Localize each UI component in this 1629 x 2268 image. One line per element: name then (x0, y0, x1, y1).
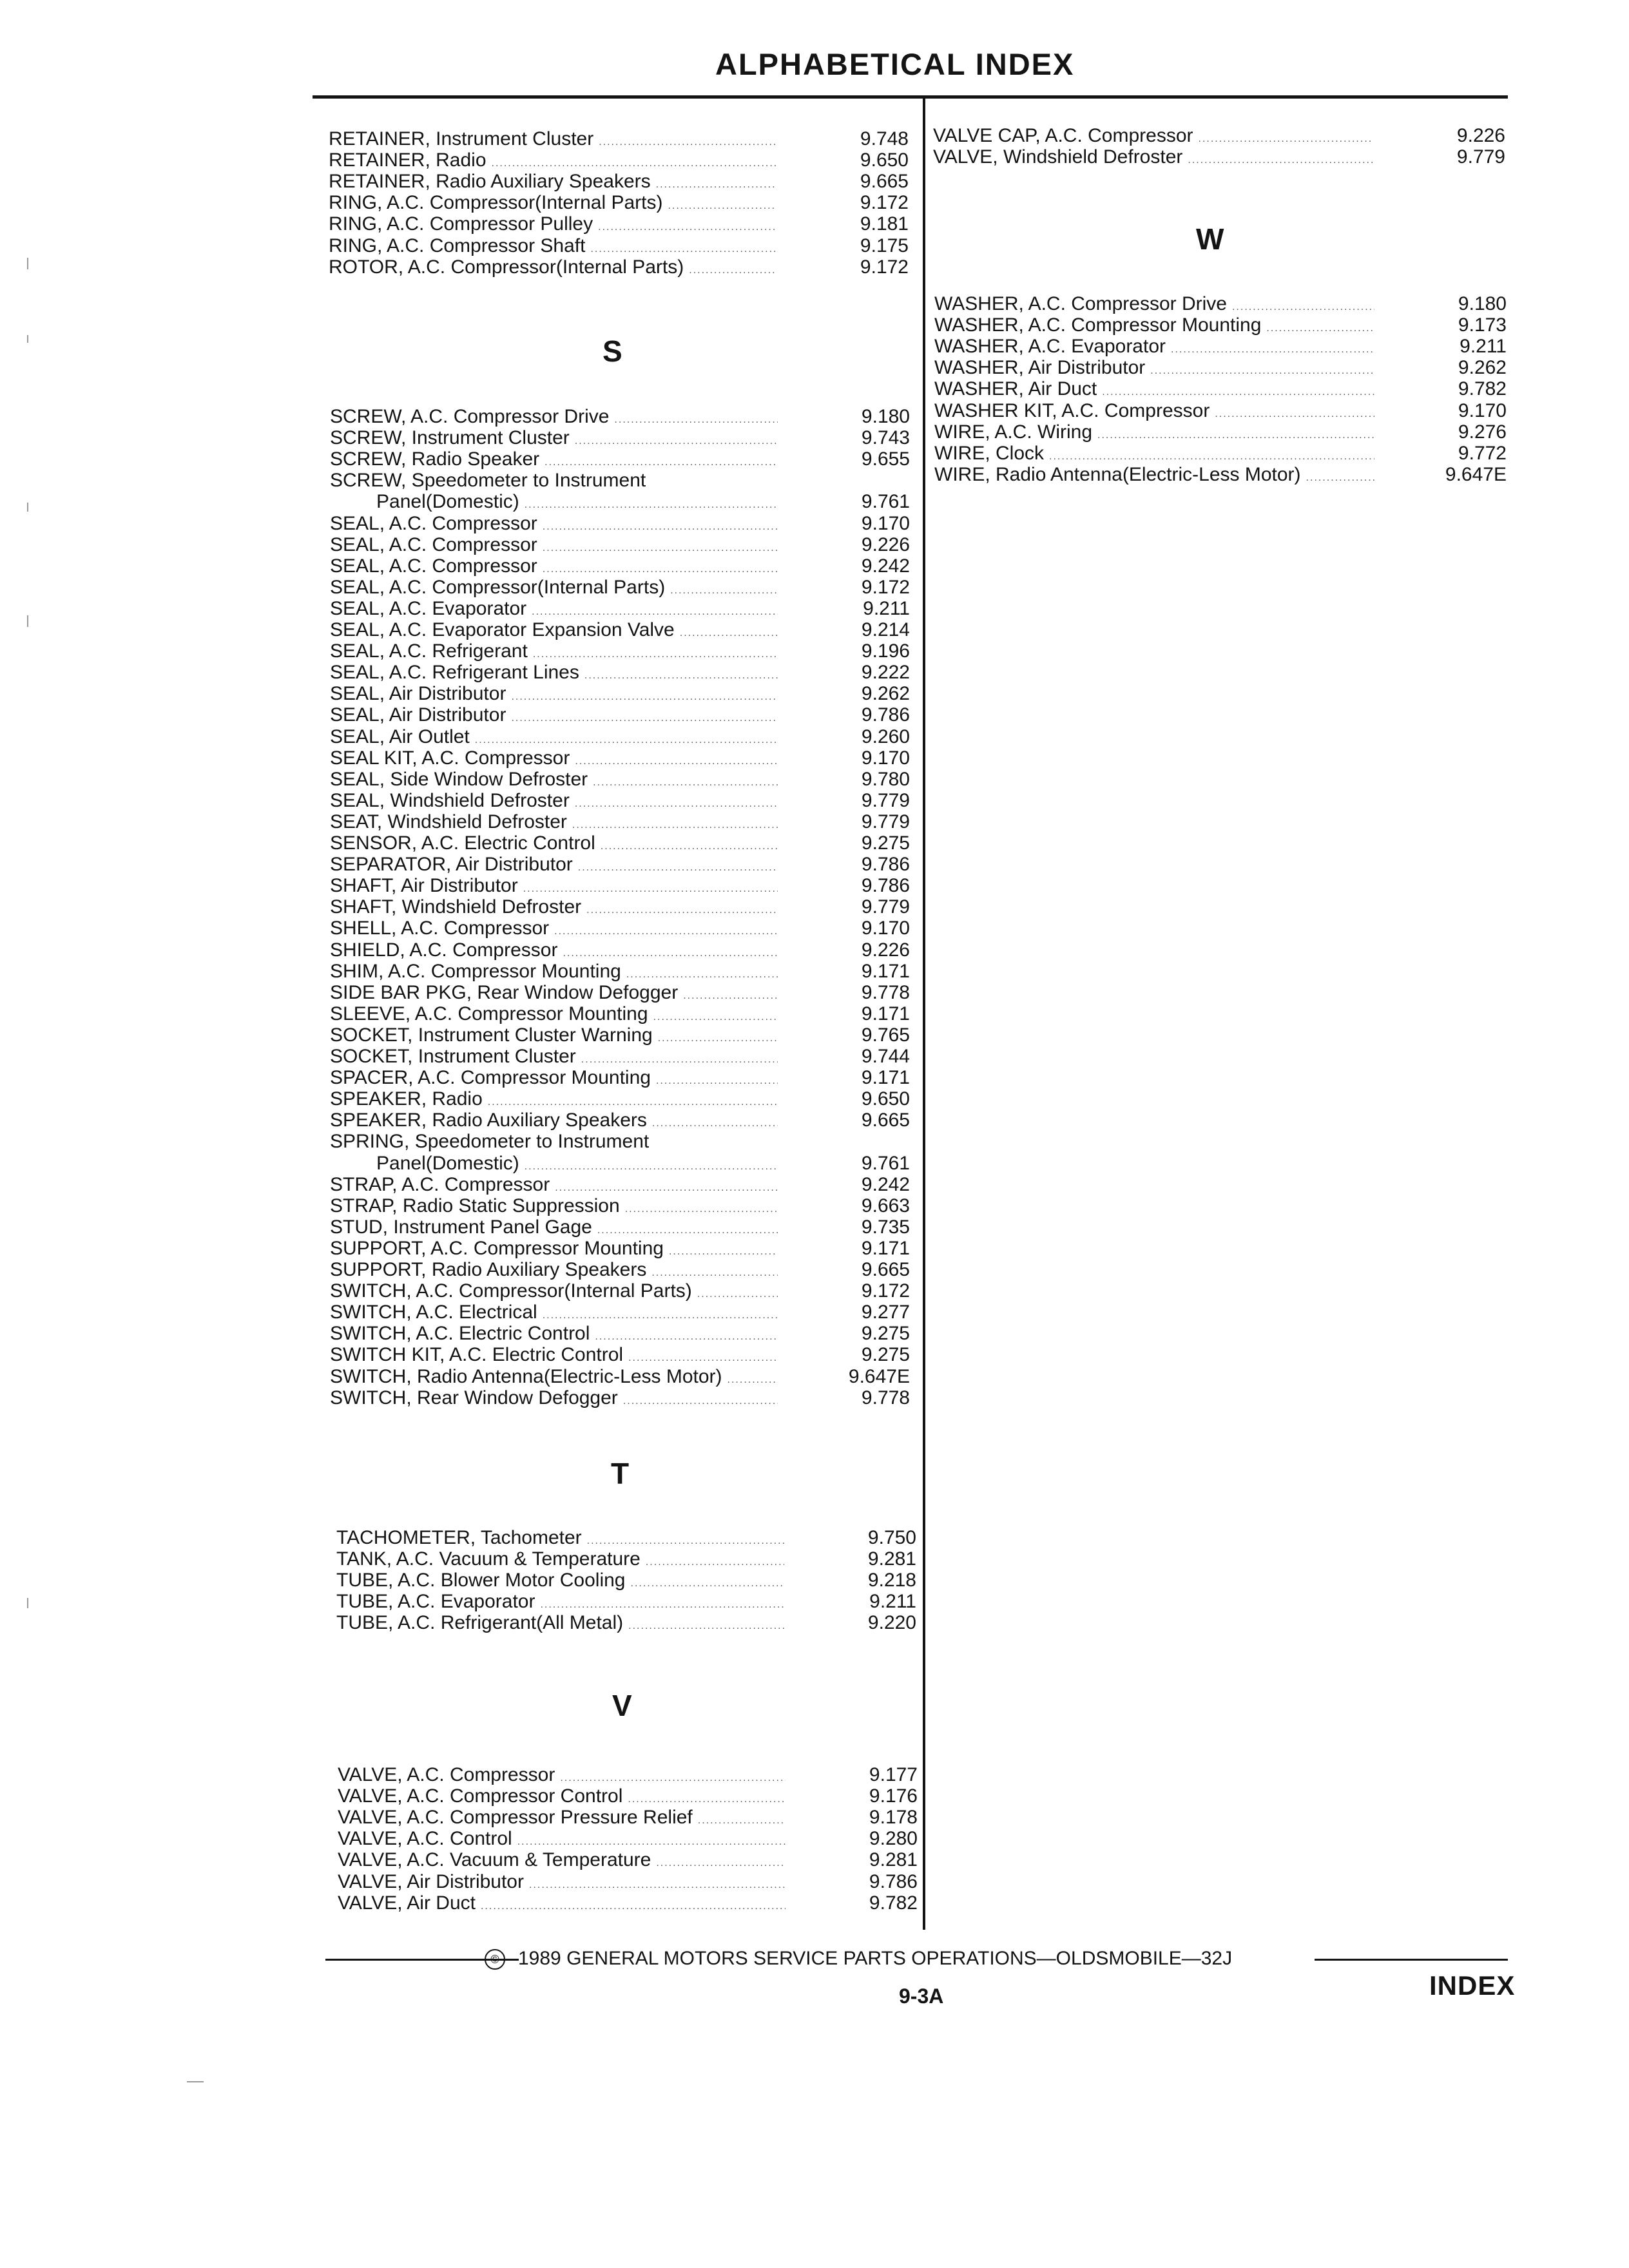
footer-rule-right (1315, 1959, 1508, 1961)
entry-page-number: 9.211 (869, 1591, 916, 1613)
entry-page-number: 9.786 (861, 854, 910, 876)
scan-mark (27, 615, 28, 627)
section-letter-w: W (1196, 222, 1224, 256)
entry-page-number: 9.663 (861, 1195, 910, 1216)
entry-page-number: 9.650 (861, 1088, 910, 1110)
entry-page-number: 9.226 (861, 533, 910, 555)
footer-credit (485, 1948, 1232, 1970)
entry-label: WASHER, A.C. Compressor Mounting (934, 314, 1262, 336)
entry-page-number: 9.655 (861, 448, 910, 470)
entry-page-number: 9.779 (861, 896, 910, 918)
title-rule (313, 95, 1508, 99)
entry-page-number: 9.242 (861, 1173, 910, 1195)
entry-page-number: 9.665 (861, 1110, 910, 1131)
entry-label: SHIM, A.C. Compressor Mounting (330, 960, 621, 982)
index-entry (330, 470, 784, 492)
entry-label: WIRE, Clock (934, 442, 1045, 464)
entry-page-number: 9.780 (861, 768, 910, 790)
column-divider (923, 99, 925, 1930)
entry-label: Panel(Domestic) (376, 491, 519, 513)
copyright-symbol: © (485, 1949, 505, 1970)
entry-page-number: 9.260 (861, 726, 910, 747)
entry-page-number: 9.275 (861, 1344, 910, 1366)
entry-label: SEAL, Air Outlet (330, 726, 470, 747)
entry-page-number: 9.180 (861, 406, 910, 427)
footer-credit-text: 1989 GENERAL MOTORS SERVICE PARTS OPERATIONS—OLDSMOBILE—32J (518, 1948, 1233, 1969)
entry-page-number: 9.171 (861, 1237, 910, 1259)
section-letter-t: T (611, 1457, 630, 1490)
entry-label: SWITCH, A.C. Electric Control (330, 1323, 590, 1345)
entry-page-number: 9.275 (861, 832, 910, 854)
entry-label: TACHOMETER, Tachometer (336, 1527, 582, 1548)
entry-label: SEAL, A.C. Compressor (330, 533, 537, 555)
dot-leader (623, 1390, 778, 1412)
entry-label: STUD, Instrument Panel Gage (330, 1216, 592, 1238)
index-entry (329, 256, 909, 282)
entry-page-number: 9.281 (869, 1849, 918, 1871)
dot-leader (481, 1896, 786, 1917)
entry-page-number: 9.761 (861, 491, 910, 513)
entry-page-number: 9.176 (869, 1785, 918, 1807)
entry-page-number: 9.778 (861, 1387, 910, 1408)
entry-label: VALVE, Air Distributor (338, 1870, 524, 1892)
entry-page-number: 9.175 (860, 235, 909, 256)
entry-page-number: 9.171 (861, 1003, 910, 1024)
scan-mark (27, 258, 28, 269)
entry-page-number: 9.761 (861, 1152, 910, 1174)
entry-label: WASHER, A.C. Compressor Drive (934, 293, 1227, 314)
entry-label: TANK, A.C. Vacuum & Temperature (336, 1548, 641, 1570)
section-letter-s: S (602, 334, 622, 368)
entry-page-number: 9.196 (861, 640, 910, 662)
entry-page-number: 9.180 (1458, 293, 1507, 314)
entry-page-number: 9.650 (860, 149, 909, 171)
scan-mark (27, 1598, 28, 1608)
entry-page-number: 9.177 (869, 1764, 918, 1785)
entry-label: SPACER, A.C. Compressor Mounting (330, 1067, 651, 1089)
entry-page-number: 9.226 (1456, 125, 1505, 146)
entry-label: SEAL, A.C. Compressor(Internal Parts) (330, 576, 666, 598)
entry-page-number: 9.782 (1458, 378, 1507, 400)
entry-label: STRAP, A.C. Compressor (330, 1173, 550, 1195)
dot-leader (1188, 149, 1373, 171)
entry-label: SWITCH, A.C. Compressor(Internal Parts) (330, 1280, 692, 1302)
entry-page-number: 9.242 (861, 555, 910, 577)
scan-mark (27, 503, 28, 512)
entry-page-number: 9.170 (861, 918, 910, 939)
entry-label: SENSOR, A.C. Electric Control (330, 832, 595, 854)
entry-page-number: 9.226 (861, 939, 910, 961)
entry-label: SLEEVE, A.C. Compressor Mounting (330, 1003, 648, 1024)
scan-mark (187, 2081, 204, 2082)
entry-label: SHAFT, Air Distributor (330, 875, 518, 897)
index-entry (338, 1892, 918, 1917)
entry-label: ROTOR, A.C. Compressor(Internal Parts) (329, 256, 684, 278)
entry-label: VALVE CAP, A.C. Compressor (933, 125, 1193, 146)
scan-mark (27, 335, 28, 343)
entry-label: SPEAKER, Radio Auxiliary Speakers (330, 1110, 647, 1131)
entry-page-number: 9.170 (861, 512, 910, 534)
entry-page-number: 9.281 (867, 1548, 916, 1570)
entry-page-number: 9.220 (867, 1612, 916, 1634)
entry-label: SHIELD, A.C. Compressor (330, 939, 558, 961)
entry-label: VALVE, Air Duct (338, 1892, 476, 1914)
entry-label: SCREW, Instrument Cluster (330, 427, 570, 449)
dot-leader (1306, 467, 1374, 489)
entry-label: TUBE, A.C. Evaporator (336, 1591, 535, 1613)
entry-label: SUPPORT, A.C. Compressor Mounting (330, 1237, 664, 1259)
entry-page-number: 9.779 (1456, 146, 1505, 168)
entry-page-number: 9.786 (869, 1870, 918, 1892)
entry-page-number: 9.222 (861, 662, 910, 684)
entry-label: SEAL, A.C. Refrigerant (330, 640, 528, 662)
entry-label: VALVE, A.C. Control (338, 1828, 512, 1850)
index-entry (934, 463, 1507, 489)
entry-page-number: 9.778 (861, 981, 910, 1003)
entry-label: SCREW, Speedometer to Instrument (330, 470, 646, 492)
entry-page-number: 9.262 (1458, 357, 1507, 379)
entry-page-number: 9.211 (863, 597, 910, 619)
entry-label: SHAFT, Windshield Defroster (330, 896, 582, 918)
entry-page-number: 9.171 (861, 960, 910, 982)
index-entry (330, 1387, 910, 1412)
entry-page-number: 9.171 (861, 1067, 910, 1089)
entry-page-number: 9.750 (867, 1527, 916, 1548)
entry-page-number: 9.782 (869, 1892, 918, 1914)
entry-page-number: 9.647E (1445, 463, 1507, 485)
entry-label: RING, A.C. Compressor Shaft (329, 235, 586, 256)
entry-page-number: 9.218 (867, 1570, 916, 1591)
entry-page-number: 9.276 (1458, 421, 1507, 443)
entry-label: VALVE, A.C. Compressor Control (338, 1785, 623, 1807)
entry-label: SPRING, Speedometer to Instrument (330, 1131, 650, 1153)
entry-label: SOCKET, Instrument Cluster Warning (330, 1024, 653, 1046)
entry-page-number: 9.743 (861, 427, 910, 449)
entry-label: SEAL, A.C. Compressor (330, 512, 537, 534)
index-entry (330, 1131, 784, 1153)
entry-label: RETAINER, Instrument Cluster (329, 128, 594, 149)
entry-label: SPEAKER, Radio (330, 1088, 483, 1110)
entry-page-number: 9.772 (1458, 442, 1507, 464)
entry-page-number: 9.181 (860, 213, 909, 235)
entry-label: WASHER, A.C. Evaporator (934, 336, 1166, 358)
entry-label: SEAL, Side Window Defroster (330, 768, 588, 790)
entry-page-number: 9.170 (861, 747, 910, 769)
entry-label: TUBE, A.C. Blower Motor Cooling (336, 1570, 626, 1591)
section-label: INDEX (1429, 1970, 1516, 2001)
index-entry (933, 146, 1505, 171)
entry-page-number: 9.765 (861, 1024, 910, 1046)
entry-label: SEPARATOR, Air Distributor (330, 854, 573, 876)
entry-page-number: 9.178 (869, 1807, 918, 1829)
entry-label: SEAL, Windshield Defroster (330, 789, 570, 811)
entry-page-number: 9.647E (848, 1365, 910, 1387)
entry-label: SEAL, A.C. Compressor (330, 555, 537, 577)
entry-label: SOCKET, Instrument Cluster (330, 1046, 576, 1067)
dot-leader (689, 260, 776, 282)
dot-leader (628, 1615, 784, 1637)
entry-label: RING, A.C. Compressor(Internal Parts) (329, 192, 663, 214)
entry-page-number: 9.173 (1458, 314, 1507, 336)
entry-label: SEAL, Air Distributor (330, 683, 506, 705)
entry-label: Panel(Domestic) (376, 1152, 519, 1174)
entry-page-number: 9.277 (861, 1302, 910, 1323)
entry-label: SEAL, Air Distributor (330, 704, 506, 726)
entry-label: SEAL, A.C. Evaporator (330, 597, 527, 619)
index-entry (336, 1612, 916, 1637)
entry-label: SIDE BAR PKG, Rear Window Defogger (330, 981, 679, 1003)
entry-label: SHELL, A.C. Compressor (330, 918, 550, 939)
entry-page-number: 9.275 (861, 1323, 910, 1345)
entry-label: RING, A.C. Compressor Pulley (329, 213, 593, 235)
section-letter-v: V (612, 1689, 632, 1722)
entry-page-number: 9.262 (861, 683, 910, 705)
entry-label: RETAINER, Radio Auxiliary Speakers (329, 171, 651, 193)
entry-label: SUPPORT, Radio Auxiliary Speakers (330, 1259, 647, 1280)
entry-page-number: 9.779 (861, 789, 910, 811)
entry-label: SWITCH, Rear Window Defogger (330, 1387, 618, 1408)
entry-label: VALVE, Windshield Defroster (933, 146, 1183, 168)
entry-label: RETAINER, Radio (329, 149, 487, 171)
entry-label: SWITCH, A.C. Electrical (330, 1302, 537, 1323)
page-title: ALPHABETICAL INDEX (715, 47, 1075, 81)
entry-page-number: 9.665 (861, 1259, 910, 1280)
entry-page-number: 9.172 (860, 192, 909, 214)
entry-label: SWITCH KIT, A.C. Electric Control (330, 1344, 624, 1366)
entry-page-number: 9.172 (861, 1280, 910, 1302)
entry-label: WASHER KIT, A.C. Compressor (934, 399, 1210, 421)
entry-label: TUBE, A.C. Refrigerant(All Metal) (336, 1612, 624, 1634)
entry-label: SCREW, Radio Speaker (330, 448, 540, 470)
entry-label: SCREW, A.C. Compressor Drive (330, 406, 610, 427)
entry-label: WASHER, Air Duct (934, 378, 1097, 400)
entry-label: VALVE, A.C. Compressor (338, 1764, 555, 1785)
entry-label: VALVE, A.C. Vacuum & Temperature (338, 1849, 651, 1871)
entry-label: WIRE, Radio Antenna(Electric-Less Motor) (934, 463, 1301, 485)
entry-page-number: 9.748 (860, 128, 909, 149)
entry-page-number: 9.786 (861, 875, 910, 897)
entry-page-number: 9.170 (1458, 399, 1507, 421)
entry-page-number: 9.665 (860, 171, 909, 193)
entry-page-number: 9.211 (1460, 336, 1507, 358)
entry-page-number: 9.214 (861, 619, 910, 640)
entry-page-number: 9.280 (869, 1828, 918, 1850)
entry-label: SEAT, Windshield Defroster (330, 811, 567, 832)
entry-label: SEAL, A.C. Evaporator Expansion Valve (330, 619, 675, 640)
entry-page-number: 9.735 (861, 1216, 910, 1238)
entry-label: SWITCH, Radio Antenna(Electric-Less Motor) (330, 1365, 722, 1387)
entry-label: WIRE, A.C. Wiring (934, 421, 1093, 443)
entry-label: VALVE, A.C. Compressor Pressure Relief (338, 1807, 693, 1829)
entry-page-number: 9.779 (861, 811, 910, 832)
entry-label: WASHER, Air Distributor (934, 357, 1146, 379)
entry-page-number: 9.172 (861, 576, 910, 598)
entry-page-number: 9.744 (861, 1046, 910, 1067)
entry-label: SEAL KIT, A.C. Compressor (330, 747, 570, 769)
entry-label: SEAL, A.C. Refrigerant Lines (330, 662, 579, 684)
page-number: 9-3A (899, 1984, 944, 2008)
entry-page-number: 9.172 (860, 256, 909, 278)
entry-page-number: 9.786 (861, 704, 910, 726)
entry-label: STRAP, Radio Static Suppression (330, 1195, 620, 1216)
